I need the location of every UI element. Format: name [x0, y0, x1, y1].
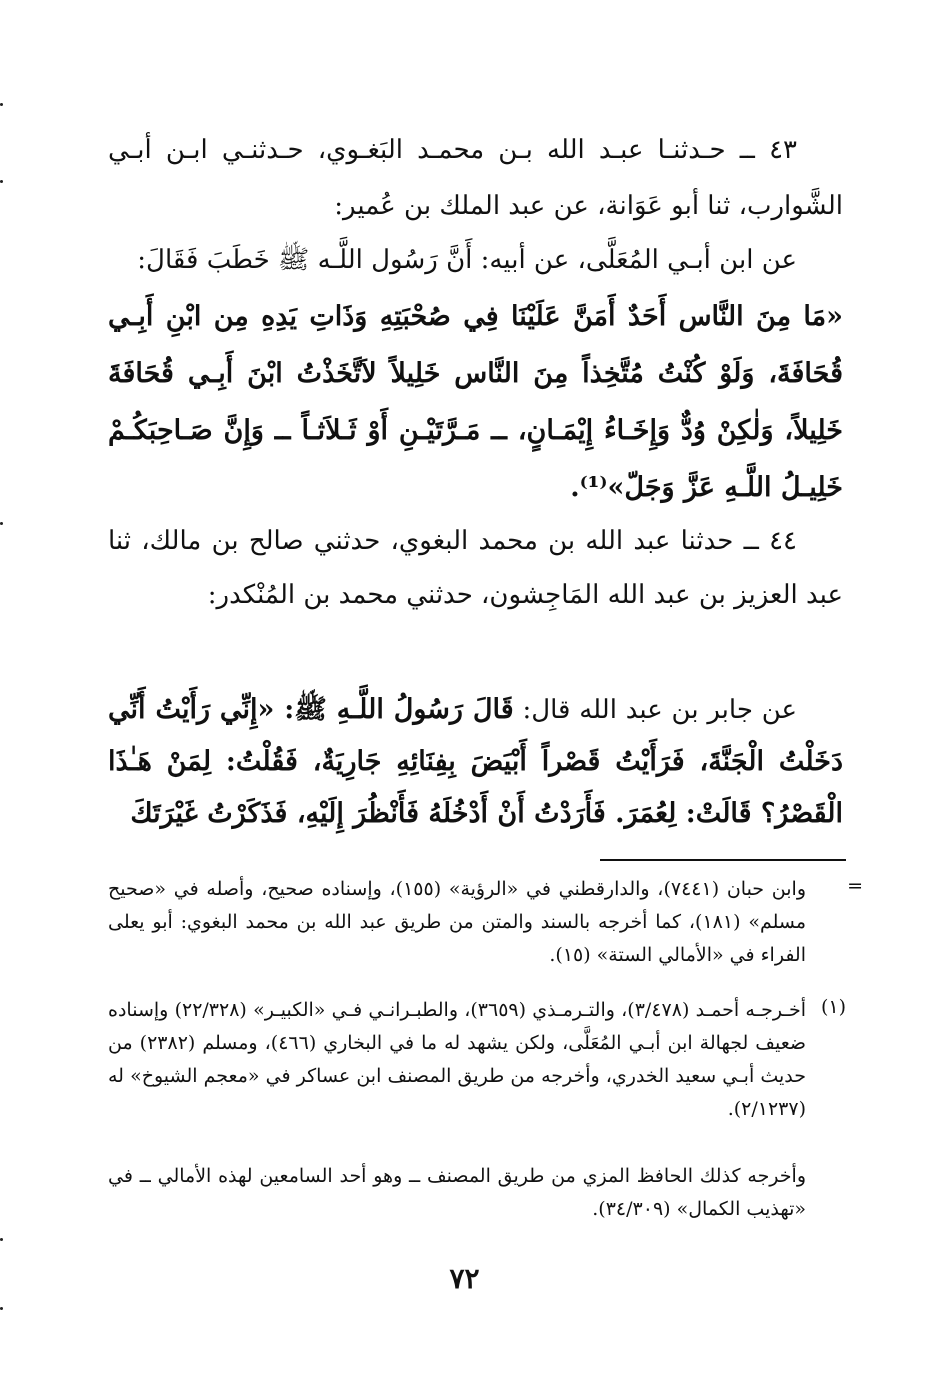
footnote-separator [600, 859, 846, 861]
hadith-44-intro: ٤٤ ــ حدثنا عبد الله بن محمد البغوي، حدثني صالح بن مالك، ثنا عبد العزيز بن عبد الله المَاجِشون، حدثني محمد بن المُنْكدر: [108, 526, 843, 610]
margin-mark [0, 522, 3, 525]
margin-mark [0, 180, 3, 183]
footnote-continuation: وابن حبان (٧٤٤١)، والدارقطني في «الرؤية» (١٥٥)، وإسناده صحيح، وأصله في «صحيح مسلم» (١٨١)، كما أخرجه بالسند والمتن من طريق عبد الله بن محمد البغوي: أبو يعلى الفراء في «الأمالي الستة» (١٥). [108, 878, 807, 966]
hadith-44-chain: عن جابر بن عبد الله قال: [522, 695, 798, 725]
footnote-continuation-mark: = [847, 875, 863, 897]
footnote-1-addendum: وأخرجه كذلك الحافظ المزي من طريق المصنف ــ وهو أحد السامعين لهذه الأمالي ــ في «تهذيب الكمال» (٣٤/٣٠٩). [108, 1165, 806, 1220]
margin-mark [0, 1238, 3, 1241]
hadith-44-text [108, 684, 843, 840]
hadith-43-chain: عن ابن أبـي المُعَلَّى، عن أبيه: أَنَّ رَسُول اللَّـه ﷺ خَطَبَ فَقَالَ: [137, 245, 797, 275]
hadith-43-intro: ٤٣ ــ حـدثنـا عبـد الله بـن محمـد البَغـوي، حـدثنـي ابـن أبـي الشَّوارب، ثنا أبو عَوَانة، عن عبد الملك بن عُمير: [108, 135, 843, 221]
hadith-44-matn: قَالَ رَسُولُ اللَّـهِ ﷺ: «إِنِّي رَأَيْتُ أَنِّي دَخَلْتُ الْجَنَّةَ، فَرَأَيْتُ قَصْراً أَبْيَضَ بِفِنَائِهِ جَارِيَةٌ، فَقُلْتُ: لِمَنْ هَـٰذَا الْقَصْرُ؟ قَالَتْ: لِعُمَرَ. فَأَرَدْتُ أَنْ أَدْخُلَهُ فَأَنْظُرَ إِلَيْهِ، فَذَكَرْتُ غَيْرَتَكَ [108, 694, 843, 829]
page-number: ٧٢ [449, 1262, 480, 1295]
margin-mark [0, 103, 3, 106]
footnote-1: أخـرجـه أحمـد (٣/٤٧٨)، والتـرمـذي (٣٦٥٩)، والطبـرانـي فـي «الكبيـر» (٢٢/٣٢٨) وإسناده ضعيف لجهالة ابن أبـي المُعَلَّى، ولكن يشهد له ما في البخاري (٤٦٦)، ومسلم (٢٣٨٢) من حديث أبـي سعيد الخدري، وأخرجه من طريق المصنف ابن عساكر في «معجم الشيوخ» له (٢/١٢٣٧). [108, 999, 806, 1120]
footnote-1-mark: (١) [820, 996, 846, 1018]
margin-mark [0, 1307, 3, 1310]
hadith-43-matn: «مَا مِنَ النَّاس أَحَدٌ أَمَنَّ عَلَيْنَا فِي صُحْبَتِهِ وَذَاتِ يَدِهِ مِن ابْنِ أَبِـي قُحَافَةَ، وَلَوْ كُنْتُ مُتَّخِذاً مِنَ النَّاس خَلِيلاً لاَتَّخَذْتُ ابْنَ أَبِـي قُحَافَةَ خَلِيلاً، وَلٰكِنْ وُدٌّ وَإِخَـاءُ إِيْمَـانٍ، ــ مَـرَّتَيْـنِ أَوْ ثَـلاَثـاً ــ وَإِنَّ صَـاحِبَكُـمْ خَلِيـلُ اللَّـهِ عَزَّ وَجَلّ»⁽¹⁾. [108, 301, 843, 503]
